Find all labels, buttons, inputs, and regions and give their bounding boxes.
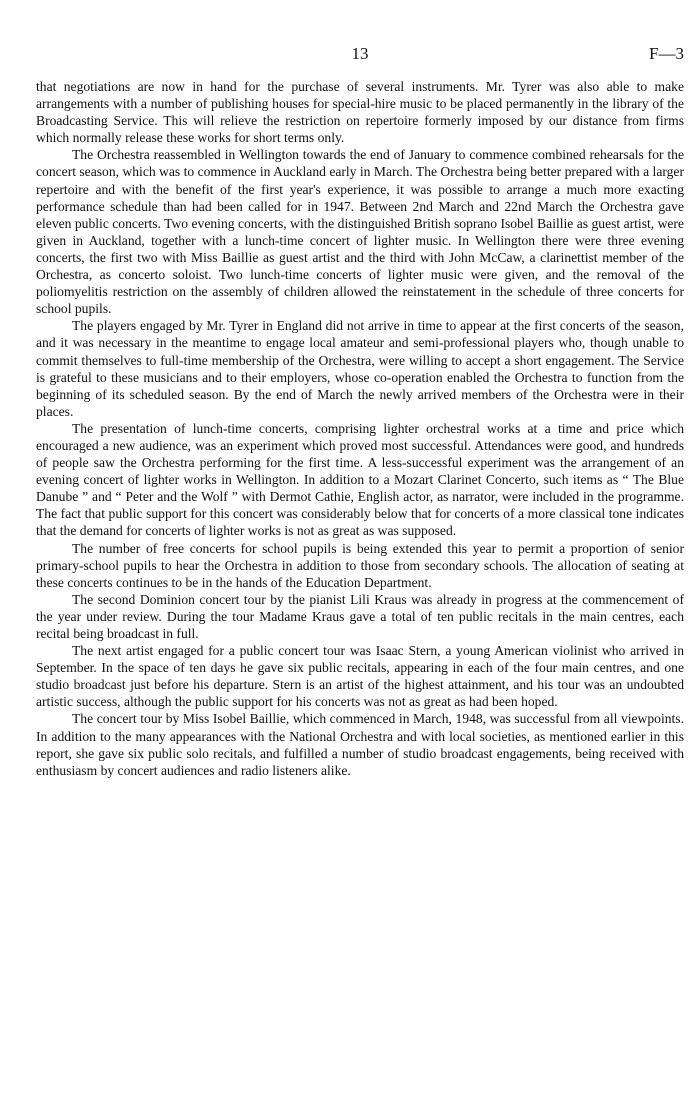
body-text (36, 78, 684, 779)
paragraph: The concert tour by Miss Isobel Baillie, which commenced in March, 1948, was successful from all viewpoints. In addition to the many appearances with the National Orchestra and with local societies, as mentioned earlier in this report, she gave six public solo recitals, and fulfilled a number of studio broadcast engagements, being received with enthusiasm by concert audiences and radio listeners alike. (36, 711, 684, 778)
paragraph: The Orchestra reassembled in Wellington towards the end of January to commence combined rehearsals for the concert season, which was to commence in Auckland early in March. The Orchestra being better prepared with a larger repertoire and with the benefit of the first year's experience, it was possible to arrange a much more exacting performance schedule than had been called for in 1947. Between 2nd March and 22nd March the Orchestra gave eleven public concerts. Two evening concerts, with the distinguished British soprano Isobel Baillie as guest artist, were given in Auckland, together with a lunch-time concert of lighter music. In Wellington there were three evening concerts, the first two with Miss Baillie as guest artist and the third with John McCaw, a clarinettist member of the Orchestra, as concerto soloist. Two lunch-time concerts of lighter music were given, and the removal of the poliomyelitis restriction on the assembly of children allowed the reinstatement in the schedule of three concerts for school pupils. (36, 147, 684, 317)
paragraph: The number of free concerts for school pupils is being extended this year to permit a proportion of senior primary-school pupils to hear the Orchestra in addition to those from secondary schools. The allocation of seating at these concerts continues to be in the hands of the Education Department. (36, 540, 684, 590)
paragraph-continued: that negotiations are now in hand for the purchase of several instruments. Mr. Tyrer was also able to make arrangements with a number of publishing houses for special-hire music to be placed permanently in the library of the Broadcasting Service. This will relieve the restriction on repertoire formerly imposed by our distance from firms which normally release these works for short terms only. (36, 79, 684, 146)
page-header (36, 44, 684, 78)
paragraph: The second Dominion concert tour by the pianist Lili Kraus was already in progress at the commencement of the year under review. During the tour Madame Kraus gave a total of ten public recitals in the main centres, each recital being broadcast in full. (36, 591, 684, 641)
paragraph: The next artist engaged for a public concert tour was Isaac Stern, a young American violinist who arrived in September. In the space of ten days he gave six public recitals, appearing in each of the four main centres, and one studio broadcast just before his departure. Stern is an artist of the highest attainment, and his tour was an undoubted artistic success, although the public support for his concerts was not as great as had been hoped. (36, 643, 684, 710)
page-number: 13 (351, 44, 369, 63)
document-page (36, 44, 684, 779)
paragraph: The players engaged by Mr. Tyrer in England did not arrive in time to appear at the first concerts of the season, and it was necessary in the meantime to engage local amateur and semi-professional players who, though unable to commit themselves to full-time membership of the Orchestra, were willing to accept a short engagement. The Service is grateful to these musicians and to their employers, whose co-operation enabled the Orchestra to function from the beginning of its scheduled season. By the end of March the newly arrived members of the Orchestra were in their places. (36, 318, 684, 419)
paragraph: The presentation of lunch-time concerts, comprising lighter orchestral works at a time and price which encouraged a new audience, was an experiment which proved most successful. Attendances were good, and hundreds of people saw the Orchestra performing for the first time. A less-successful experiment was the arrangement of an evening concert of lighter works in Wellington. In addition to a Mozart Clarinet Concerto, such items as “ The Blue Danube ” and “ Peter and the Wolf ” with Dermot Cathie, English actor, as narrator, were included in the programme. The fact that public support for this concert was considerably below that for concerts of a more classical tone indicates that the demand for concerts of lighter works is not as great as was supposed. (36, 420, 684, 539)
page-reference: F—3 (649, 44, 684, 63)
